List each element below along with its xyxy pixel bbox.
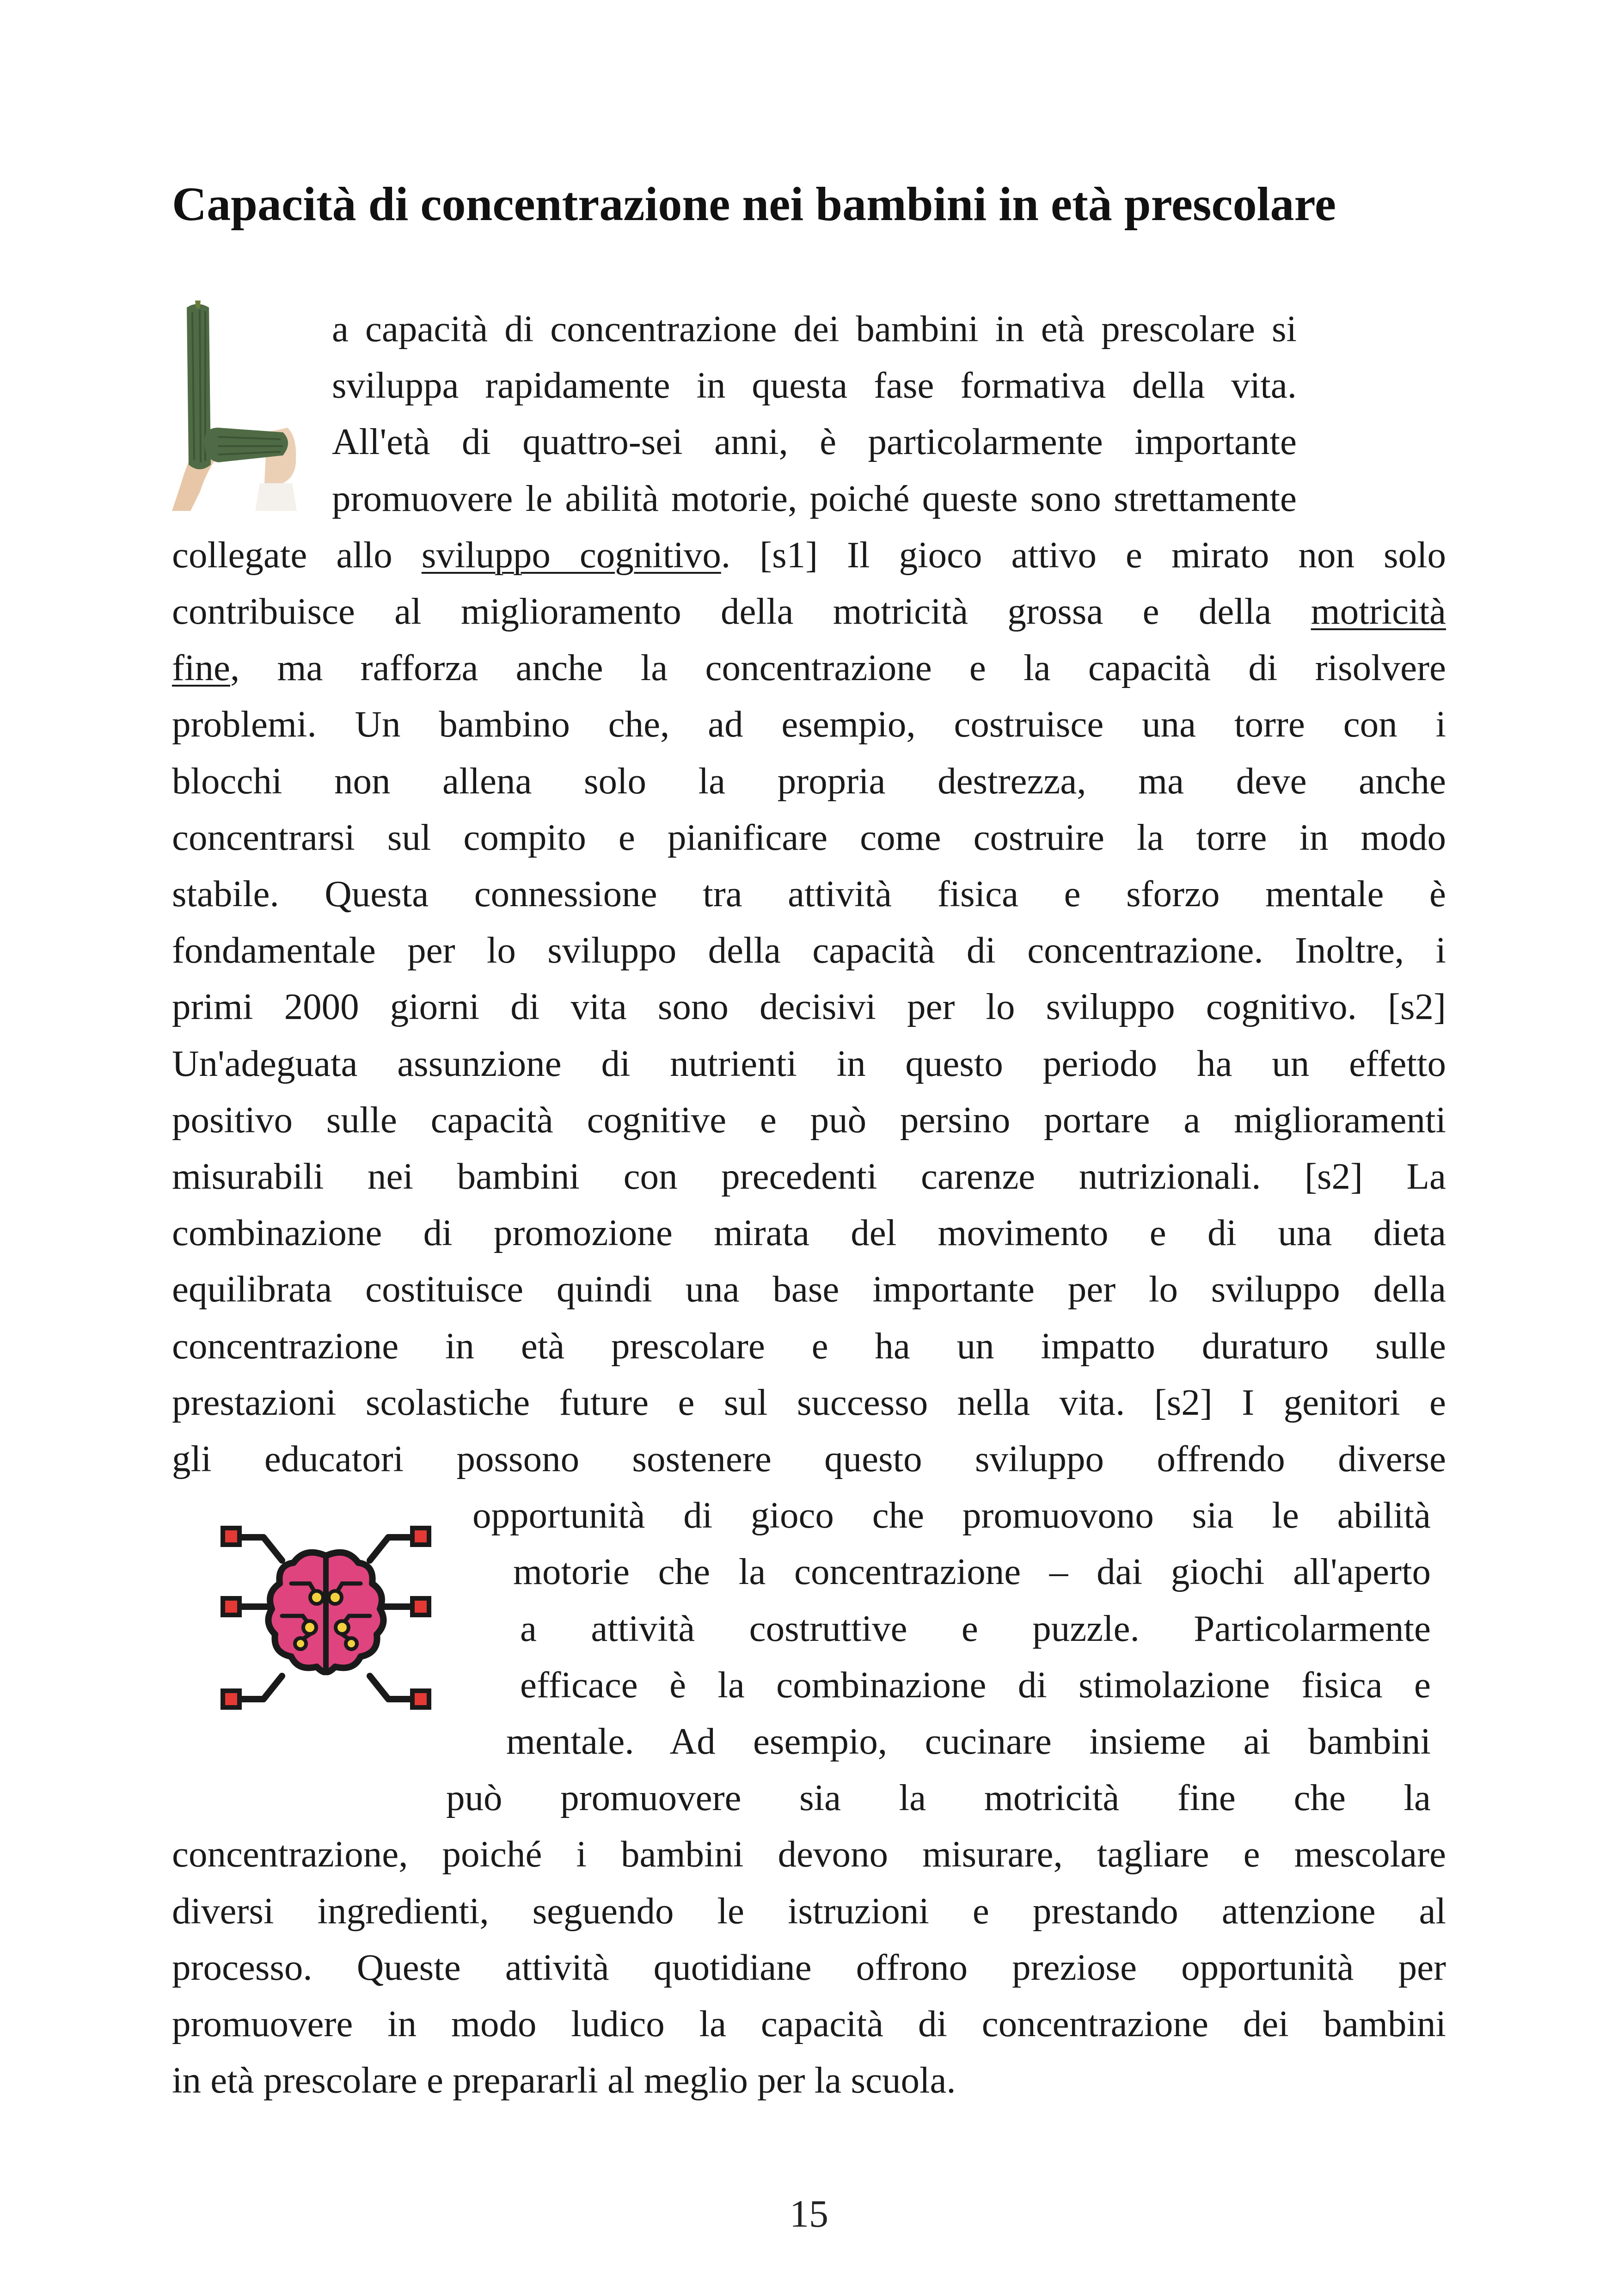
text-line bbox=[172, 1826, 1446, 1882]
text-line bbox=[172, 1148, 1446, 1204]
text-line bbox=[172, 753, 1446, 809]
text-run: equilibrata costituisce quindi una base importante per lo sviluppo della bbox=[172, 1268, 1446, 1310]
text-line bbox=[172, 1939, 1446, 1995]
text-run: concentrazione, poiché i bambini devono misurare, tagliare e mescolare bbox=[172, 1833, 1446, 1875]
text-run: a attività costruttive e puzzle. Particolarmente bbox=[520, 1607, 1431, 1649]
text-line bbox=[172, 527, 1446, 583]
text-run: diversi ingredienti, seguendo le istruzioni e prestando attenzione al bbox=[172, 1890, 1446, 1932]
text-run: concentrazione in età prescolare e ha un impatto duraturo sulle bbox=[172, 1325, 1446, 1367]
text-run: motorie che la concentrazione – dai giochi all'aperto bbox=[513, 1551, 1431, 1593]
text-run: opportunità di gioco che promuovono sia le abilità bbox=[472, 1494, 1431, 1536]
text-line bbox=[446, 1769, 1431, 1826]
text-line bbox=[172, 1261, 1446, 1317]
text-run: Un'adeguata assunzione di nutrienti in questo periodo ha un effetto bbox=[172, 1042, 1446, 1084]
text-line bbox=[172, 1204, 1446, 1261]
text-run: primi 2000 giorni di vita sono decisivi per lo sviluppo cognitivo. [s2] bbox=[172, 986, 1446, 1028]
text-run: All'età di quattro-sei anni, è particolarmente importante bbox=[332, 421, 1297, 463]
text-run: a capacità di concentrazione dei bambini in età prescolare si bbox=[332, 308, 1297, 350]
text-line bbox=[172, 809, 1446, 866]
text-run: mentale. Ad esempio, cucinare insieme ai bambini bbox=[506, 1720, 1431, 1762]
text-line bbox=[172, 1035, 1446, 1092]
text-run: combinazione di promozione mirata del movimento e di una dieta bbox=[172, 1212, 1446, 1254]
text-line bbox=[172, 696, 1446, 752]
text-line bbox=[172, 1092, 1446, 1148]
text-line bbox=[172, 1318, 1446, 1374]
text-line bbox=[172, 978, 1446, 1035]
text-line bbox=[172, 583, 1446, 639]
text-run: promuovere in modo ludico la capacità di concentrazione dei bambini bbox=[172, 2003, 1446, 2044]
text-run: promuovere le abilità motorie, poiché queste sono strettamente bbox=[332, 477, 1297, 519]
text-line bbox=[332, 413, 1297, 470]
text-run: blocchi non allena solo la propria destrezza, ma deve anche bbox=[172, 760, 1446, 802]
text-line bbox=[332, 357, 1297, 413]
page-number: 15 bbox=[790, 2192, 828, 2235]
underlined-term: fine bbox=[172, 647, 230, 689]
text-run: , ma rafforza anche la concentrazione e la capacità di risolvere bbox=[230, 647, 1446, 689]
text-run: processo. Queste attività quotidiane offrono preziose opportunità per bbox=[172, 1946, 1446, 1988]
text-line bbox=[172, 922, 1446, 978]
text-line bbox=[172, 2052, 1446, 2108]
text-run: contribuisce al miglioramento della motricità grossa e della bbox=[172, 590, 1311, 632]
text-run: efficace è la combinazione di stimolazione fisica e bbox=[520, 1664, 1431, 1706]
text-run: problemi. Un bambino che, ad esempio, costruisce una torre con i bbox=[172, 703, 1446, 745]
text-line bbox=[332, 301, 1297, 357]
underlined-term: sviluppo cognitivo bbox=[421, 534, 721, 576]
text-run: fondamentale per lo sviluppo della capacità di concentrazione. Inoltre, i bbox=[172, 929, 1446, 971]
text-line bbox=[520, 1657, 1431, 1713]
brain-circuit-icon bbox=[213, 1510, 439, 1750]
text-line bbox=[513, 1543, 1431, 1600]
text-line bbox=[172, 639, 1446, 696]
underlined-term: motricità bbox=[1311, 590, 1446, 632]
text-line bbox=[172, 866, 1446, 922]
text-line bbox=[332, 470, 1297, 527]
text-run: misurabili nei bambini con precedenti carenze nutrizionali. [s2] La bbox=[172, 1155, 1446, 1197]
text-run: gli educatori possono sostenere questo sviluppo offrendo diverse bbox=[172, 1438, 1446, 1480]
text-line bbox=[172, 1430, 1446, 1487]
text-run: in età prescolare e prepararli al meglio per la scuola. bbox=[172, 2059, 956, 2101]
text-run: concentrarsi sul compito e pianificare come costruire la torre in modo bbox=[172, 816, 1446, 858]
text-run: può promuovere sia la motricità fine che la bbox=[446, 1777, 1431, 1819]
text-run: collegate allo bbox=[172, 534, 422, 576]
page-title: Capacità di concentrazione nei bambini in età prescolare bbox=[172, 178, 1336, 231]
text-line bbox=[506, 1713, 1431, 1769]
text-run: sviluppa rapidamente in questa fase formativa della vita. bbox=[332, 364, 1297, 406]
text-run: prestazioni scolastiche future e sul successo nella vita. [s2] I genitori e bbox=[172, 1381, 1446, 1423]
text-line bbox=[172, 1883, 1446, 1939]
dropcap-l-cucumber-image bbox=[172, 298, 306, 511]
text-run: . [s1] Il gioco attivo e mirato non solo bbox=[721, 534, 1446, 576]
text-line bbox=[520, 1600, 1431, 1657]
text-line bbox=[472, 1487, 1431, 1543]
text-line bbox=[172, 1374, 1446, 1430]
text-run: stabile. Questa connessione tra attività fisica e sforzo mentale è bbox=[172, 873, 1446, 915]
text-line bbox=[172, 1995, 1446, 2052]
text-run: positivo sulle capacità cognitive e può persino portare a miglioramenti bbox=[172, 1099, 1446, 1141]
